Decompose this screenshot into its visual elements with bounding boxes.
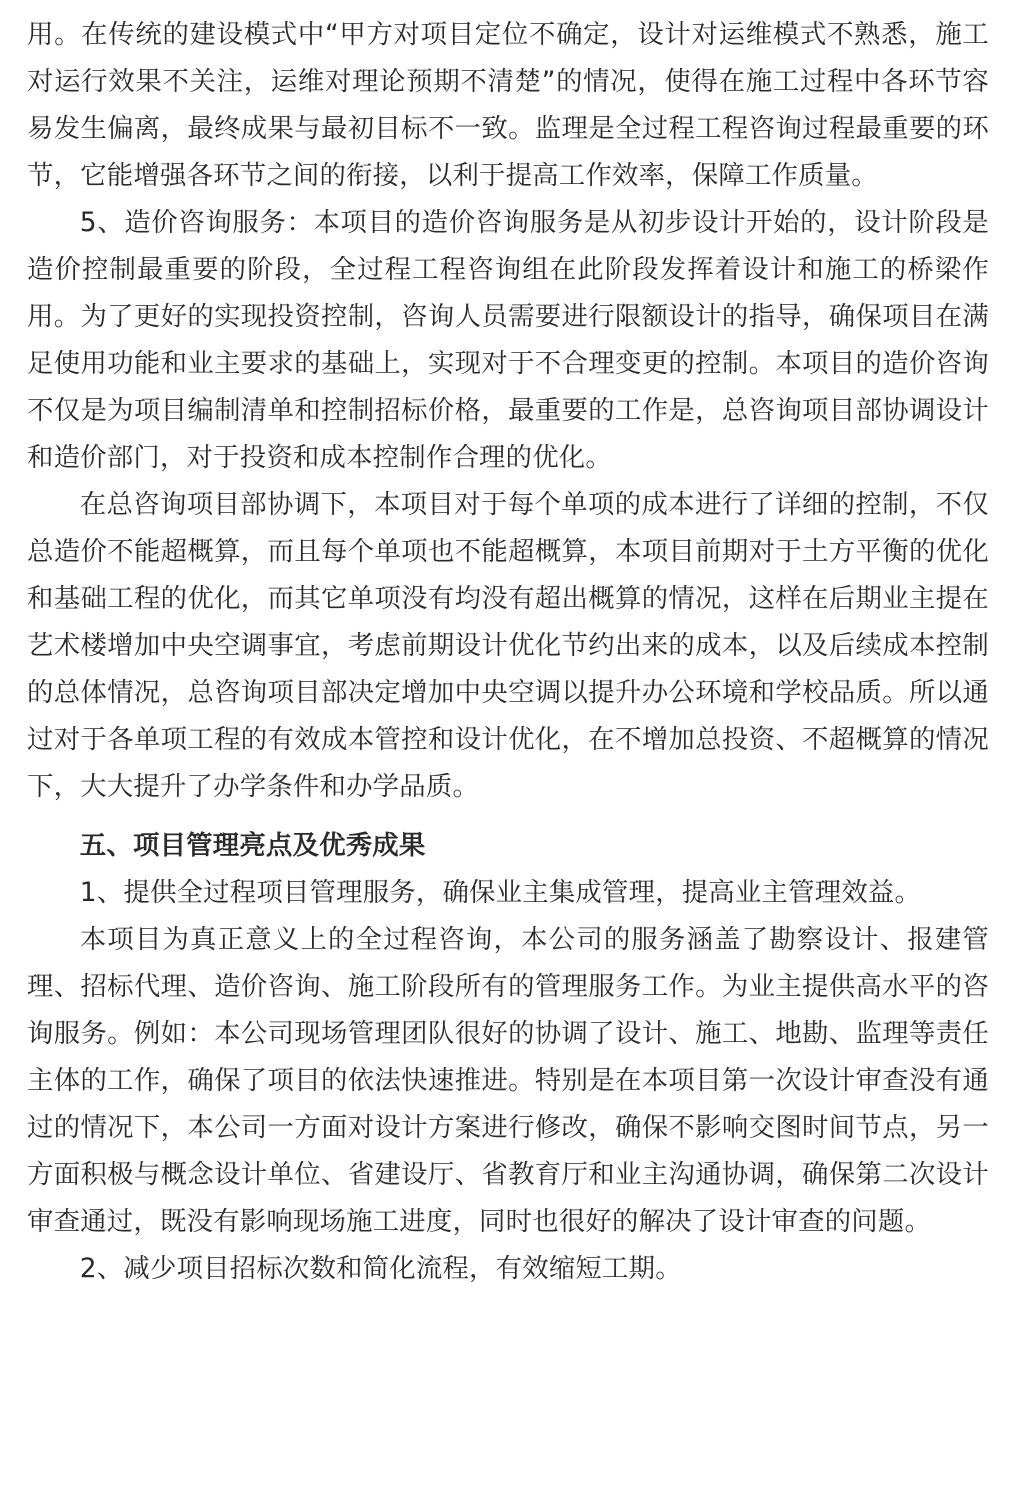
body-paragraph: 在总咨询项目部协调下，本项目对于每个单项的成本进行了详细的控制，不仅总造价不能超概算，而且每个单项也不能超概算，本项目前期对于土方平衡的优化和基础工程的优化，而其它单项没有均没有超出概算的情况，这样在后期业主提在艺术楼增加中央空调事宜，考虑前期设计优化节约出来的成本，以及后续成本控制的总体情况，总咨询项目部决定增加中央空调以提升办公环境和学校品质。所以通过对于各单项工程的有效成本管控和设计优化，在不增加总投资、不超概算的情况下，大大提升了办学条件和办学品质。	[27, 489, 989, 802]
body-paragraph: 1、提供全过程项目管理服务，确保业主集成管理，提高业主管理效益。	[79, 877, 922, 908]
body-paragraph: 5、造价咨询服务：本项目的造价咨询服务是从初步设计开始的，设计阶段是造价控制最重要的阶段，全过程工程咨询组在此阶段发挥着设计和施工的桥梁作用。为了更好的实现投资控制，咨询人员需要进行限额设计的指导，确保项目在满足使用功能和业主要求的基础上，实现对于不合理变更的控制。本项目的造价咨询不仅是为项目编制清单和控制招标价格，最重要的工作是，总咨询项目部协调设计和造价部门，对于投资和成本控制作合理的优化。	[27, 207, 989, 473]
body-paragraph: 2、减少项目招标次数和简化流程，有效缩短工期。	[79, 1253, 682, 1284]
document-page	[27, 0, 989, 1292]
body-paragraph: 本项目为真正意义上的全过程咨询，本公司的服务涵盖了勘察设计、报建管理、招标代理、造价咨询、施工阶段所有的管理服务工作。为业主提供高水平的咨询服务。例如：本公司现场管理团队很好的协调了设计、施工、地勘、监理等责任主体的工作，确保了项目的依法快速推进。特别是在本项目第一次设计审查没有通过的情况下，本公司一方面对设计方案进行修改，确保不影响交图时间节点，另一方面积极与概念设计单位、省建设厅、省教育厅和业主沟通协调，确保第二次设计审查通过，既没有影响现场施工进度，同时也很好的解决了设计审查的问题。	[27, 924, 989, 1237]
section-heading: 五、项目管理亮点及优秀成果	[79, 830, 426, 861]
body-paragraph: 用。在传统的建设模式中“甲方对项目定位不确定，设计对运维模式不熟悉，施工对运行效果不关注，运维对理论预期不清楚”的情况，使得在施工过程中各环节容易发生偏离，最终成果与最初目标不一致。监理是全过程工程咨询过程最重要的环节，它能增强各环节之间的衔接，以利于提高工作效率，保障工作质量。	[27, 19, 989, 191]
spacer	[27, 810, 989, 822]
